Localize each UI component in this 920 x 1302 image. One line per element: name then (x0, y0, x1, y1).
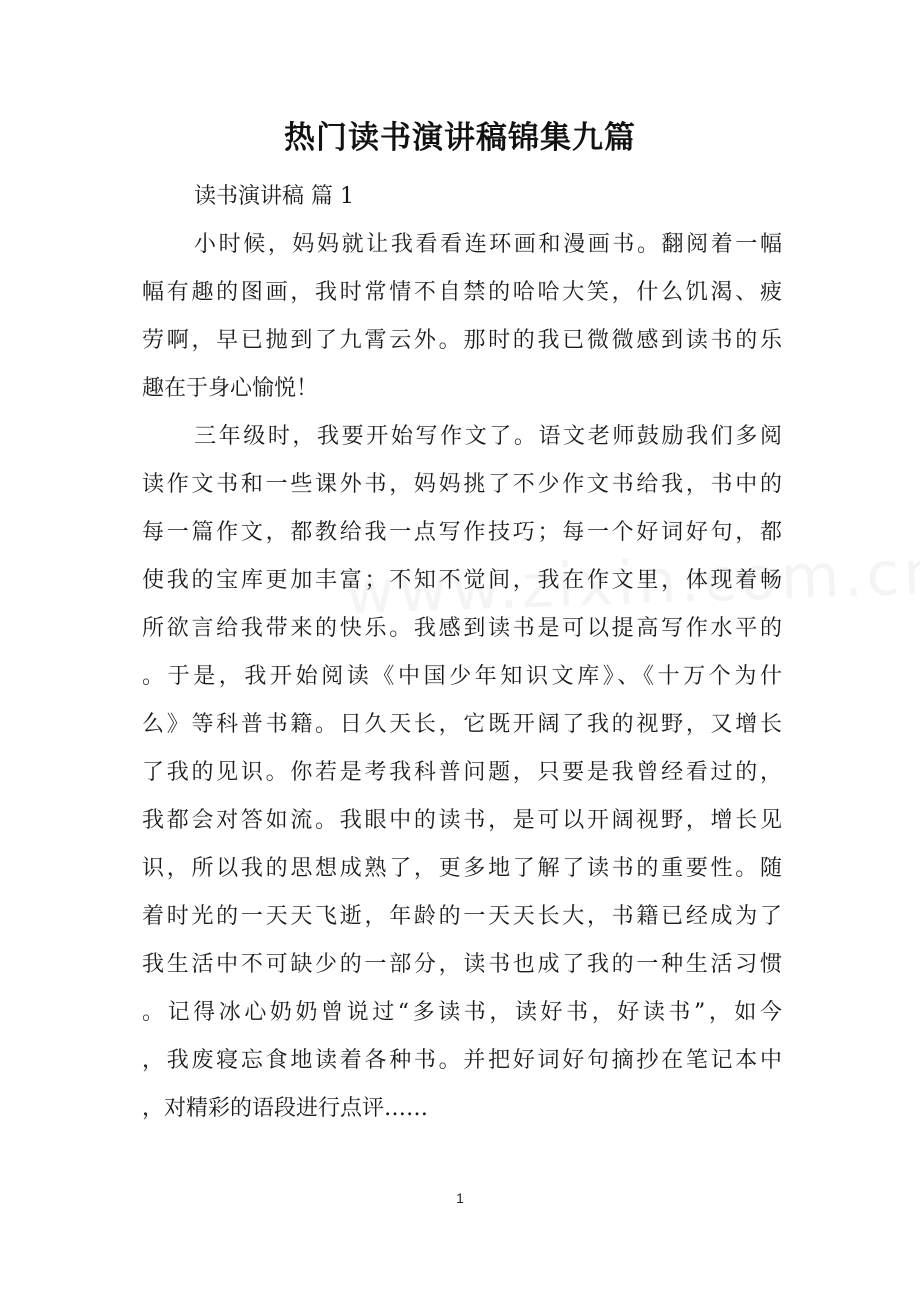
paragraph-line: 。记得冰心奶奶曾说过“多读书，读好书，好读书”，如今 (142, 1000, 782, 1025)
paragraph-line: 。于是，我开始阅读《中国少年知识文库》、《十万个为什 (142, 664, 782, 689)
paragraph-line: 三年级时，我要开始写作文了。语文老师鼓励我们多阅 (194, 424, 782, 449)
paragraph-line: ，对精彩的语段进行点评…… (142, 1096, 429, 1121)
paragraph-line: 我都会对答如流。我眼中的读书，是可以开阔视野，增长见 (142, 808, 782, 833)
paragraph-line: 使我的宝库更加丰富；不知不觉间，我在作文里，体现着畅 (142, 568, 782, 593)
section-heading: 读书演讲稿 篇 1 (194, 184, 354, 209)
paragraph-line: 趣在于身心愉悦！ (142, 376, 319, 401)
paragraph-line: 着时光的一天天飞逝，年龄的一天天长大，书籍已经成为了 (142, 904, 782, 929)
paragraph-line: 识，所以我的思想成熟了，更多地了解了读书的重要性。随 (142, 856, 782, 881)
paragraph-line: ，我废寝忘食地读着各种书。并把好词好句摘抄在笔记本中 (142, 1048, 782, 1073)
paragraph-line: 所欲言给我带来的快乐。我感到读书是可以提高写作水平的 (142, 616, 782, 641)
paragraph-line: 幅有趣的图画，我时常情不自禁的哈哈大笑，什么饥渴、疲 (142, 280, 782, 305)
paragraph-line: 么》等科普书籍。日久天长，它既开阔了我的视野，又增长 (142, 712, 782, 737)
paragraph-line: 了我的见识。你若是考我科普问题，只要是我曾经看过的， (142, 760, 782, 785)
paragraph-line: 劳啊，早已抛到了九霄云外。那时的我已微微感到读书的乐 (142, 328, 782, 353)
paragraph-line: 读作文书和一些课外书，妈妈挑了不少作文书给我，书中的 (142, 472, 782, 497)
document-title: 热门读书演讲稿锦集九篇 (284, 120, 636, 156)
paragraph-line: 每一篇作文，都教给我一点写作技巧；每一个好词好句，都 (142, 520, 782, 545)
page-number: 1 (456, 1190, 464, 1206)
paragraph-line: 小时候，妈妈就让我看看连环画和漫画书。翻阅着一幅 (194, 232, 782, 257)
paragraph-line: 我生活中不可缺少的一部分，读书也成了我的一种生活习惯 (142, 952, 782, 977)
